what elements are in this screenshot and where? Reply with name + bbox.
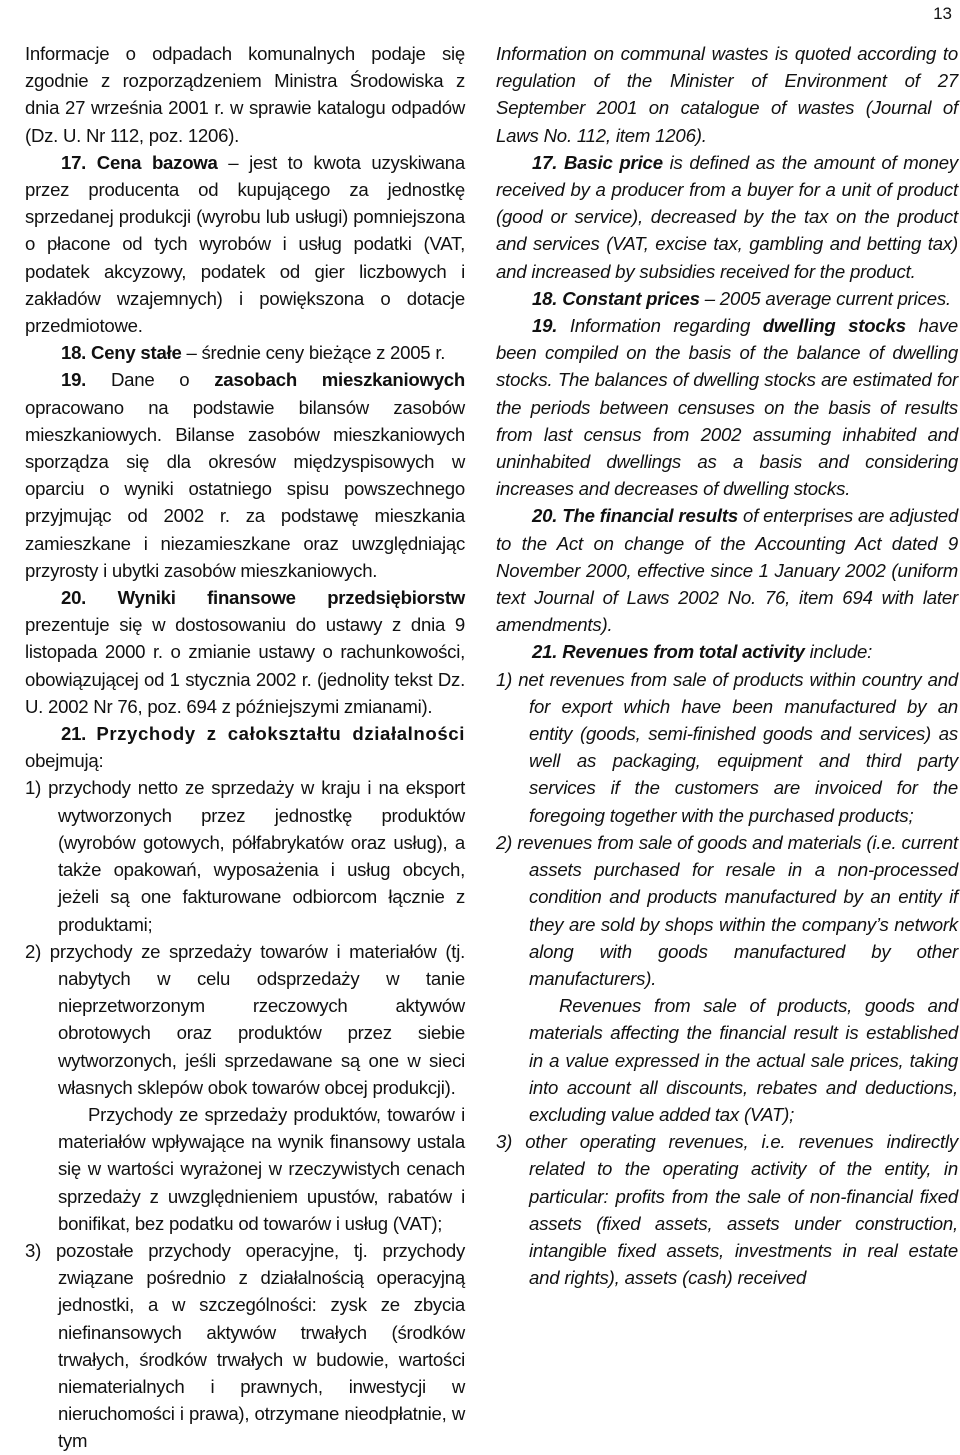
pl-section-18 <box>25 339 465 366</box>
pl-s21-term: Przychody z całokształtu działalności <box>96 723 466 745</box>
en-intro: Information on communal wastes is quoted according to regulation of the Minister of Environment of 27 September 2001 on catalogue of wastes (Journal of Laws No. 112, item 1206). <box>496 43 958 146</box>
pl-s18-text: – średnie ceny bieżące z 2005 r. <box>186 342 446 364</box>
en-section-20 <box>496 502 958 638</box>
en-s19-number: 19. <box>532 315 558 337</box>
en-s20-number: 20. <box>532 505 558 527</box>
pl-section-17 <box>25 149 465 339</box>
en-s19-text: have been compiled on the basis of the balance of dwelling stocks. The balances of dwelling stocks are estimated for the periods between censuses on the basis of results from last census from 2002 assuming inhabited and uninhabited dwellings as a basis and considering increases and decreases of dwelling stocks. <box>496 315 959 500</box>
pl-s18-number: 18. <box>61 342 87 364</box>
en-s18-number: 18. <box>532 287 558 309</box>
pl-s19-pre: Dane o <box>110 369 190 391</box>
en-s18-text: – 2005 average current prices. <box>704 287 951 309</box>
en-s21-text: include: <box>809 641 873 663</box>
english-column <box>496 40 958 1291</box>
pl-s21-number: 21. <box>61 723 87 745</box>
pl-s21-text: obejmują: <box>25 750 104 772</box>
en-s17-number: 17. <box>532 151 558 173</box>
pl-section-20 <box>25 584 465 720</box>
pl-list-item-2-sub: Przychody ze sprzedaży produktów, towarów i materiałów wpływające na wynik finansowy ustala się w wartości wyrażonej w rzeczywistych cenach sprzedaży z uwzględnieniem upustów, rabatów i bonifikat, bez podatku od towarów i usług (VAT); <box>58 1103 465 1234</box>
page-number: 13 <box>933 4 952 23</box>
pl-s17-text: – jest to kwota uzyskiwana przez producenta od kupującego za jednostkę sprzedanej produkcji (wyrobu lub usługi) pomniejszona o płacone od tych wyrobów i usług podatki (VAT, podatek akcyzowy, podatek od gier liczbowych i zakładów wzajemnych) i powiększona o dotacje przedmiotowe. <box>25 151 465 337</box>
pl-list-item-2: 2) przychody ze sprzedaży towarów i materiałów (tj. nabytych w celu odsprzedaży w tanie nieprzetworzonym rzeczowych aktywów obrotowych oraz produktów przez siebie wytworzonych, jeśli sprzedawane są one w sieci własnych sklepów obok towarów obcej produkcji). <box>25 940 465 1098</box>
en-list-item-2-sub: Revenues from sale of products, goods and materials affecting the financial result is established in a value expressed in the actual sale prices, taking into account all discounts, rebates and deductions, excluding value added tax (VAT); <box>529 995 958 1125</box>
pl-s20-number: 20. <box>61 587 87 609</box>
en-s17-text: is defined as the amount of money received by a producer from a buyer for a unit of product (good or service), decreased by the tax on the product and services (VAT, excise tax, gambling and betting tax) and increased by subsidies received for the product. <box>496 151 959 282</box>
pl-s17-term: Cena bazowa <box>96 151 218 173</box>
en-list-item-2: 2) revenues from sale of goods and materials (i.e. current assets purchased for resale in a non-processed condition and products manufactured by an entity if they are sold by shops within the company’s network along with goods manufactured by other manufacturers). <box>496 831 958 989</box>
en-section-19 <box>496 312 958 502</box>
pl-s18-term: Ceny stałe <box>91 342 182 364</box>
en-section-21 <box>496 638 958 665</box>
pl-list-item-3: 3) pozostałe przychody operacyjne, tj. przychody związane pośrednio z działalnością operacyjną jednostki, a w szczególności: zysk ze zbycia niefinansowych aktywów trwałych (środków trwałych, środków trwałych w budowie, wartości niematerialnych i prawnych, inwestycji w nieruchomości i prawa), otrzymane nieodpłatnie, w tym <box>25 1239 465 1452</box>
en-section-17 <box>496 149 958 285</box>
en-s20-term: The financial results <box>562 505 739 527</box>
en-s19-term: dwelling stocks <box>762 315 906 337</box>
pl-list-item-1: 1) przychody netto ze sprzedaży w kraju i na eksport wytworzonych przez jednostkę produktów (wyrobów gotowych, półfabrykatów oraz usług), a także opakowań, wyposażenia i usług obcych, jeżeli są one fakturowane odbiorcom łącznie z produktami; <box>25 777 465 935</box>
en-s19-pre: Information regarding <box>569 315 751 337</box>
pl-intro: Informacje o odpadach komunalnych podaje się zgodnie z rozporządzeniem Ministra Środowiska z dnia 27 września 2001 r. w sprawie katalogu odpadów (Dz. U. Nr 112, poz. 1206). <box>25 43 465 146</box>
en-s21-term: Revenues from total activity <box>562 641 805 663</box>
en-s21-number: 21. <box>532 641 558 663</box>
pl-s17-number: 17. <box>61 151 87 173</box>
pl-section-19 <box>25 366 465 584</box>
en-s18-term: Constant prices <box>562 287 700 309</box>
pl-s19-number: 19. <box>61 369 87 391</box>
pl-section-21 <box>25 720 465 774</box>
en-list-item-3: 3) other operating revenues, i.e. revenues indirectly related to the operating activity of the entity, in particular: profits from the sale of non-financial fixed assets (fixed assets, assets under construction, intangible fixed assets, investments in real estate and rights), assets (cash) received <box>496 1131 958 1289</box>
en-list-item-1: 1) net revenues from sale of products within country and for export which have been manufactured by an entity (goods, semi-finished goods and services) as well as packaging, equipment and third party services if the customers are invoiced for the foregoing together with the purchased products; <box>496 668 958 826</box>
polish-column <box>25 40 465 1455</box>
pl-s20-term: Wyniki finansowe przedsiębiorstw <box>117 587 465 609</box>
pl-s20-text: prezentuje się w dostosowaniu do ustawy z dnia 9 listopada 2000 r. o zmianie ustawy o rachunkowości, obowiązującej od 1 stycznia 2002 r. (jednolity tekst Dz. U. 2002 Nr 76, poz. 694 z późniejszymi zmianami). <box>25 614 465 717</box>
pl-s19-term: zasobach mieszkaniowych <box>214 369 465 391</box>
en-section-18 <box>496 285 958 312</box>
pl-s19-text: opracowano na podstawie bilansów zasobów mieszkaniowych. Bilanse zasobów mieszkaniowych sporządza się dla okresów międzyspisowych w oparciu o wyniki ostatniego spisu powszechnego przyjmując od 2002 r. za podstawę mieszkania zamieszkane i niezamieszkane oraz uwzględniając przyrosty i ubytki zasobów mieszkaniowych. <box>25 396 465 581</box>
en-s17-term: Basic price <box>564 151 663 173</box>
en-s20-text: of enterprises are adjusted to the Act on change of the Accounting Act dated 9 November 2000, effective since 1 January 2002 (uniform text Journal of Laws 2002 No. 76, item 694 with later amendments). <box>496 505 958 636</box>
